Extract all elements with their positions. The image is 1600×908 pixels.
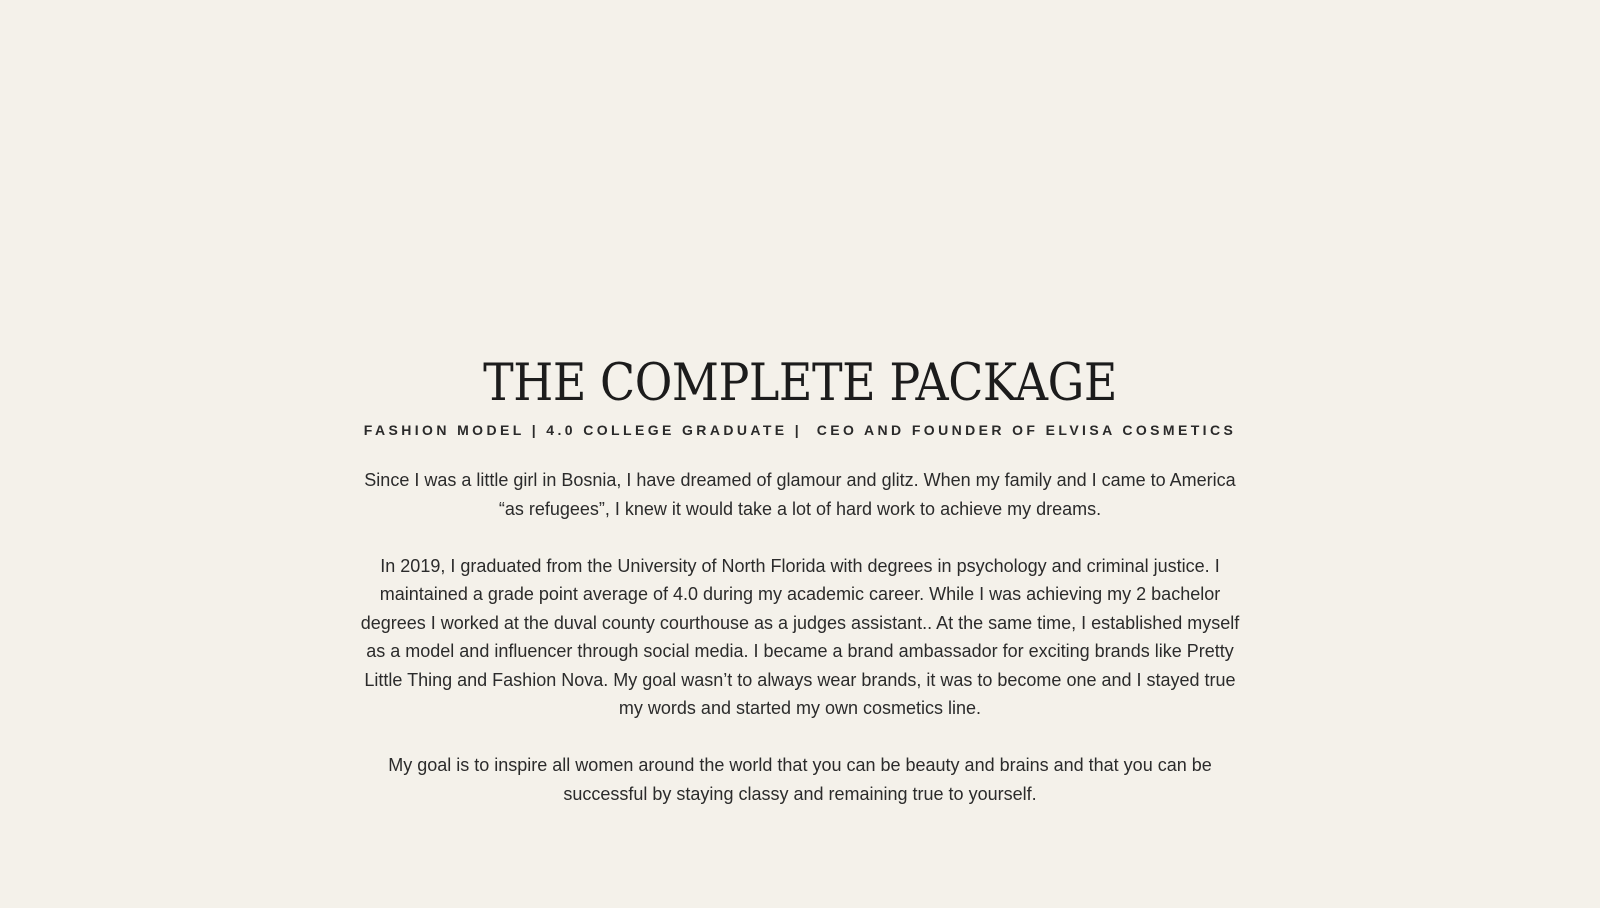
paragraph-intro: Since I was a little girl in Bosnia, I have dreamed of glamour and glitz. When my family and I came to America “as refugees”, I knew it would take a lot of hard work to achieve my dreams. xyxy=(364,470,1236,519)
about-body xyxy=(350,466,1250,808)
paragraph-education: In 2019, I graduated from the University of North Florida with degrees in psychology and criminal justice. I maintained a grade point average of 4.0 during my academic career. While I was achieving my 2 bachelor degrees I worked at the duval county courthouse as a judges assistant.. At the same time, I established myself as a model and influencer through social media. I became a brand ambassador for exciting brands like Pretty Little Thing and Fashion Nova. My goal wasn’t to always wear brands, it was to become one and I stayed true my words and started my own cosmetics line. xyxy=(360,555,1240,718)
paragraph-goal: My goal is to inspire all women around the world that you can be beauty and brains and that you can be successful by staying classy and remaining true to yourself. xyxy=(388,755,1212,804)
subtitle-tagline: FASHION MODEL | 4.0 COLLEGE GRADUATE | CEO AND FOUNDER OF ELVISA COSMETICS xyxy=(363,422,1237,438)
about-section xyxy=(350,354,1250,837)
page-title: THE COMPLETE PACKAGE xyxy=(483,354,1117,413)
